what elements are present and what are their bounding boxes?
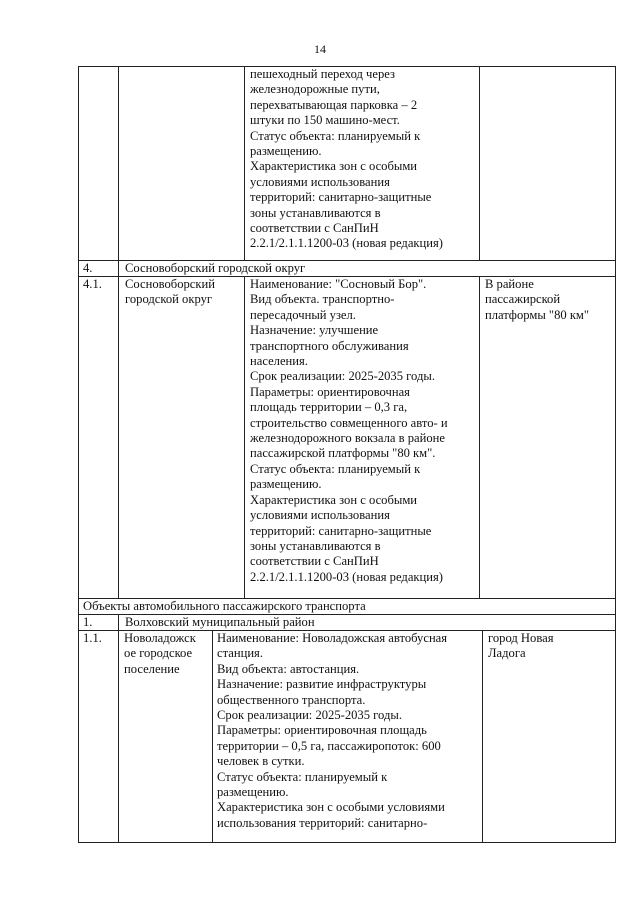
table-rule	[118, 614, 119, 630]
row-number: 1.1.	[83, 631, 102, 645]
table-rule	[244, 66, 245, 261]
row-number: 4.1.	[83, 277, 102, 291]
table-rule	[482, 630, 483, 843]
section-number: 1.	[83, 615, 93, 629]
table-rule	[118, 630, 119, 843]
table-rule	[118, 260, 119, 276]
table-rule	[118, 276, 119, 598]
table-rule	[212, 630, 213, 843]
section-number: 4.	[83, 261, 93, 275]
row-location: В районе пассажирской платформы "80 км"	[485, 277, 590, 322]
table-rule	[118, 66, 119, 261]
continuation-description: пешеходный переход через железнодорожные пути, перехватывающая парковка – 2 штуки по 150 машино-мест. Статус объекта: планируемый к размещению. Характеристика зон с особыми условиями использования территорий: санитарно-защитные зоны устанавливаются в соответствии с СанПиН 2.2.1/2.1.1.1200-03 (новая редакция)	[250, 67, 443, 251]
table-rule	[78, 842, 616, 843]
table-rule	[615, 66, 616, 843]
table-rule	[244, 276, 245, 598]
row-location: город Новая Ладога	[488, 631, 554, 661]
page-number: 14	[314, 42, 326, 56]
section-title: Сосновоборский городской округ	[125, 261, 306, 275]
row-municipality: Новоладожск ое городское поселение	[124, 631, 196, 676]
row-description: Наименование: "Сосновый Бор". Вид объекта. транспортно- пересадочный узел. Назначение: улучшение транспортного обслуживания населения. Срок реализации: 2025-2035 годы. Параметры: ориентировочная площадь территории – 0,3 га, строительство совмещенного авто- и железнодорожного вокзала в районе пассажирской платформы "80 км". Статус объекта: планируемый к размещению. Характеристика зон с особыми условиями использования территорий: санитарно-защитные зоны устанавливаются в соответствии с СанПиН 2.2.1/2.1.1.1200-03 (новая редакция)	[250, 277, 448, 584]
category-heading: Объекты автомобильного пассажирского транспорта	[83, 599, 366, 613]
table-rule	[78, 66, 79, 843]
row-municipality: Сосновоборский городской округ	[125, 277, 215, 307]
section-title: Волховский муниципальный район	[125, 615, 315, 629]
row-description: Наименование: Новоладожская автобусная станция. Вид объекта: автостанция. Назначение: развитие инфраструктуры общественного транспорта. Срок реализации: 2025-2035 годы. Параметры: ориентировочная площадь территории – 0,5 га, пассажиропоток: 600 человек в сутки. Статус объекта: планируемый к размещению. Характеристика зон с особыми условиями использования территорий: санитарно-	[217, 631, 448, 830]
